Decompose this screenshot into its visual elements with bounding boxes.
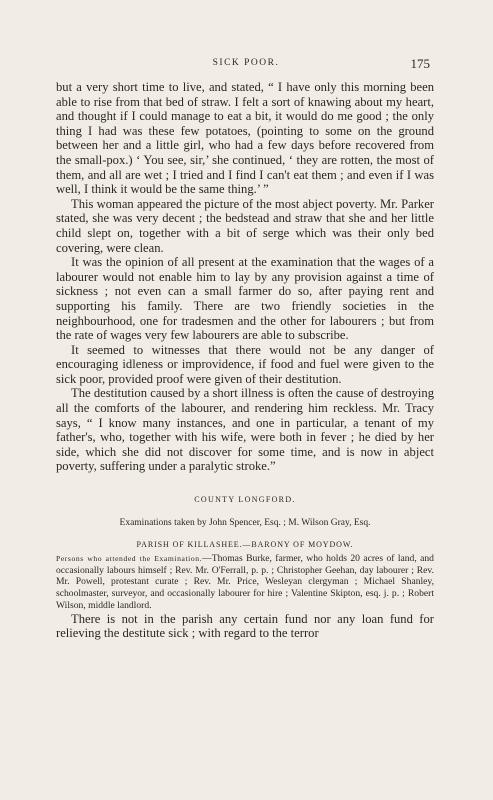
paragraph-destitution: The destitution caused by a short illness is often the cause of destroying all the comforts of the labourer, and rendering him reckless. Mr. Tracy says, “ I know many instances, and one in particular, a tenant of my father's, who, together with his wife, were both in fever ; he died by her side, which she did not discover for some time, and is now in abject poverty, suffering under a paralytic stroke.”	[56, 386, 434, 474]
persons-lead: Persons who attended the Examination.	[56, 553, 203, 563]
paragraph-wages-opinion: It was the opinion of all present at the examination that the wages of a labourer would not enable him to lay by any provision against a time of sickness ; not even can a small farmer do so, after paying rent and supporting his family. There are two friendly societies in the neighbourhood, one for tradesmen and the other for labourers ; but from the rate of wages very few labourers are able to subscribe.	[56, 255, 434, 343]
paragraph-woman-poverty: This woman appeared the picture of the most abject poverty. Mr. Parker stated, she was very decent ; the bedstead and straw that she and her little child slept on, together with a bit of serge which was their only bed covering, were clean.	[56, 196, 434, 255]
parish-heading: PARISH OF KILLASHEE.—BARONY OF MOYDOW.	[136, 540, 354, 550]
page-number: 175	[410, 56, 430, 71]
examinations-line: Examinations taken by John Spencer, Esq. ; M. Wilson Gray, Esq.	[119, 517, 371, 528]
paragraph-continuation: but a very short time to live, and stated, “ I have only this morning been able to rise from that bed of straw. I felt a sort of knawing about my heart, and thought if I could manage to eat a bit, it would do me good ; the only thing I had was these few potatoes, (pointing to some on the ground between her and a little girl, who had a few days before recovered from the small-pox.) ‘ You see, sir,’ she continued, ‘ they are rotten, the most of them, and all are wet ; I tried and I find I can't eat them ; and even if I was well, I think it would be the same thing.’ ”	[56, 80, 434, 197]
persons-list: —Thomas Burke, farmer, who holds 20 acres of land, and occasionally labours himself ; Rev. Mr. O'Ferrall, p. p. ; Christopher Geehan, day labourer ; Rev. Mr. Powell, protestant curate ; Rev. Mr. Price, Wesleyan clergyman ; Michael Shanley, schoolmaster, surveyor, and occasionally labourer for hire ; Valentine Skipton, esq. j. p. ; Robert Wilson, middle landlord.	[56, 552, 434, 611]
paragraph-witnesses: It seemed to witnesses that there would not be any danger of encouraging idleness or improvidence, if food and fuel were given to the sick poor, provided proof were given of their destitution.	[56, 342, 434, 386]
running-head: SICK POOR.	[212, 58, 280, 68]
paragraph-fund: There is not in the parish any certain fund nor any loan fund for relieving the destitute sick ; with regard to the terror	[56, 611, 434, 641]
persons-attended	[56, 553, 434, 612]
county-heading: COUNTY LONGFORD.	[194, 495, 296, 505]
page-header	[56, 56, 436, 72]
page-body	[56, 80, 434, 641]
